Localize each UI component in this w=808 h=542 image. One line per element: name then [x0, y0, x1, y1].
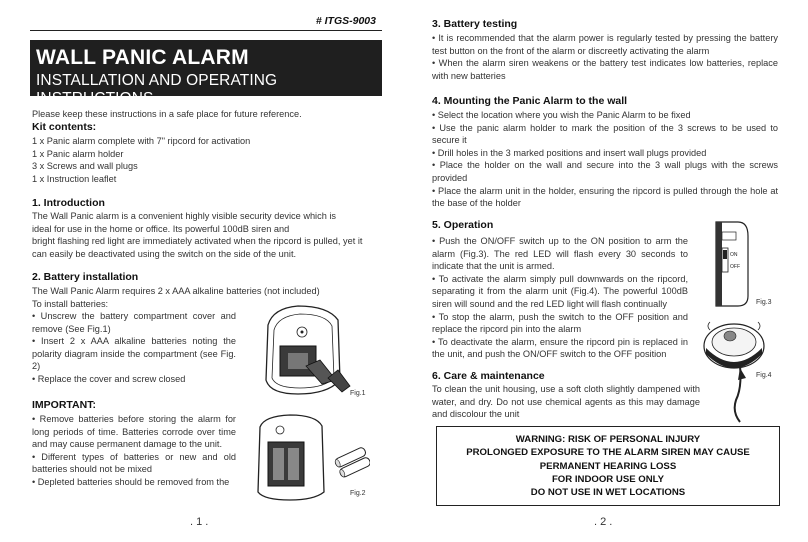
bullet-item: • To activate the alarm simply pull downwards on the ripcord, separating it from the alarm unit (Fig.4). The powerful 100dB siren will sound and the red LED light will flash continually — [432, 273, 688, 309]
right-page — [404, 0, 808, 542]
bullet-item: • Remove batteries before storing the alarm for long periods of time. Batteries corrode over time and may cause permanent damage to the unit. — [32, 414, 236, 450]
banner-subtitle: INSTALLATION AND OPERATING INSTRUCTIONS — [36, 72, 278, 107]
banner-title: WALL PANIC ALARM — [36, 46, 249, 69]
bullet-item: • To deactivate the alarm, ensure the ripcord pin is replaced in the unit, and push the ON/OFF switch to the OFF position — [432, 336, 688, 360]
fig3-switch-illustration — [708, 218, 758, 308]
section-3-heading: 3. Battery testing — [432, 18, 518, 30]
title-banner — [30, 40, 382, 107]
bullet-item: • Select the location where you wish the Panic Alarm to be fixed — [432, 110, 691, 120]
section-6-text: To clean the unit housing, use a soft cloth slightly dampened with water, and dry. Do not use chemical agents as this may damage and discolour the unit — [432, 384, 700, 420]
section-5-heading: 5. Operation — [432, 219, 494, 231]
svg-text:ON: ON — [730, 252, 738, 258]
bullet-item: • It is recommended that the alarm power is regularly tested by pressing the battery test button on the front of the alarm or discreetly activating the alarm — [432, 33, 778, 56]
fig1-battery-cover-illustration — [258, 300, 358, 400]
text-line: The Wall Panic alarm is a convenient highly visible security device which is — [32, 211, 336, 221]
bullet-item: • Drill holes in the 3 marked positions and insert wall plugs provided — [432, 147, 707, 158]
warning-box — [436, 426, 780, 506]
svg-text:OFF: OFF — [730, 264, 740, 270]
bullet-item: • To stop the alarm, push the switch to the OFF position and replace the ripcord pin into the alarm — [432, 311, 688, 335]
intro-line: Please keep these instructions in a safe place for future reference. — [32, 109, 302, 119]
bullet-item: • Place the holder on the wall and secure into the 3 wall plugs with the screws provided — [432, 160, 778, 183]
section-2-bullets — [32, 310, 236, 386]
page-number: . 1 . — [190, 516, 209, 528]
warning-line: FOR INDOOR USE ONLY — [551, 473, 665, 485]
important-heading: IMPORTANT: — [32, 399, 96, 411]
warning-line: PROLONGED EXPOSURE TO THE ALARM SIREN MAY CAUSE — [466, 447, 750, 459]
kit-item: 3 x Screws and wall plugs — [32, 161, 138, 172]
bullet-item: • Insert 2 x AAA alkaline batteries noting the polarity diagram inside the compartment (see Fig. 2) — [32, 336, 236, 372]
text-line: can easily be deactivated using the switch on the side of the unit. — [32, 248, 297, 259]
warning-line: PERMANENT HEARING LOSS — [539, 460, 677, 472]
bullet-item: • When the alarm siren weakens or the battery test indicates low batteries, replace with new batteries — [432, 58, 778, 81]
bullet-item: • Replace the cover and screw closed — [32, 373, 186, 384]
text-line: bright flashing red light are immediately activated when the ripcord is pulled, yet it — [32, 236, 363, 247]
kit-heading: Kit contents: — [32, 121, 97, 133]
section-4-bullets — [432, 109, 778, 210]
text-line: The Wall Panic Alarm requires 2 x AAA alkaline batteries (not included) — [32, 286, 320, 296]
bullet-item: • Different types of batteries or new and old batteries should not be mixed — [32, 451, 236, 475]
text-line: To install batteries: — [32, 298, 109, 309]
bullet-item: • Push the ON/OFF switch up to the ON position to arm the alarm (Fig.3). The red LED will flash every 30 seconds to indicate that the unit is armed. — [432, 236, 688, 272]
warning-line: DO NOT USE IN WET LOCATIONS — [530, 487, 686, 499]
document-code: # ITGS-9003 — [315, 15, 376, 27]
kit-item: 1 x Instruction leaflet — [32, 173, 117, 184]
page-number: . 2 . — [594, 516, 613, 528]
fig4-label: Fig.4 — [756, 372, 772, 379]
important-bullets — [32, 413, 236, 489]
kit-item: 1 x Panic alarm holder — [32, 148, 124, 159]
bullet-item: • Depleted batteries should be removed from the — [32, 476, 230, 487]
bullet-item: • Unscrew the battery compartment cover and remove (See Fig.1) — [32, 311, 236, 334]
section-3-bullets — [432, 32, 778, 82]
bullet-item: • Place the alarm unit in the holder, ensuring the ripcord is pulled through the hole at the base of the holder — [432, 185, 778, 209]
kit-item: 1 x Panic alarm complete with 7" ripcord for activation — [32, 136, 251, 146]
section-4-heading: 4. Mounting the Panic Alarm to the wall — [432, 95, 628, 107]
top-rule — [30, 30, 382, 31]
bullet-item: • Use the panic alarm holder to mark the position of the 3 screws to be used to secure it — [432, 122, 778, 146]
kit-list — [32, 135, 382, 185]
fig1-label: Fig.1 — [350, 390, 366, 397]
section-2-heading: 2. Battery installation — [32, 271, 139, 283]
section-5-bullets — [432, 235, 688, 361]
text-line: ideal for use in the home or office. Its powerful 100dB siren and — [32, 223, 290, 234]
section-1-text — [32, 210, 392, 260]
warning-line: WARNING: RISK OF PERSONAL INJURY — [515, 434, 701, 445]
fig2-battery-insert-illustration — [250, 412, 370, 502]
section-1-heading: 1. Introduction — [32, 197, 105, 209]
fig2-label: Fig.2 — [350, 490, 366, 497]
fig3-label: Fig.3 — [756, 299, 772, 306]
section-6-heading: 6. Care & maintenance — [432, 370, 545, 382]
